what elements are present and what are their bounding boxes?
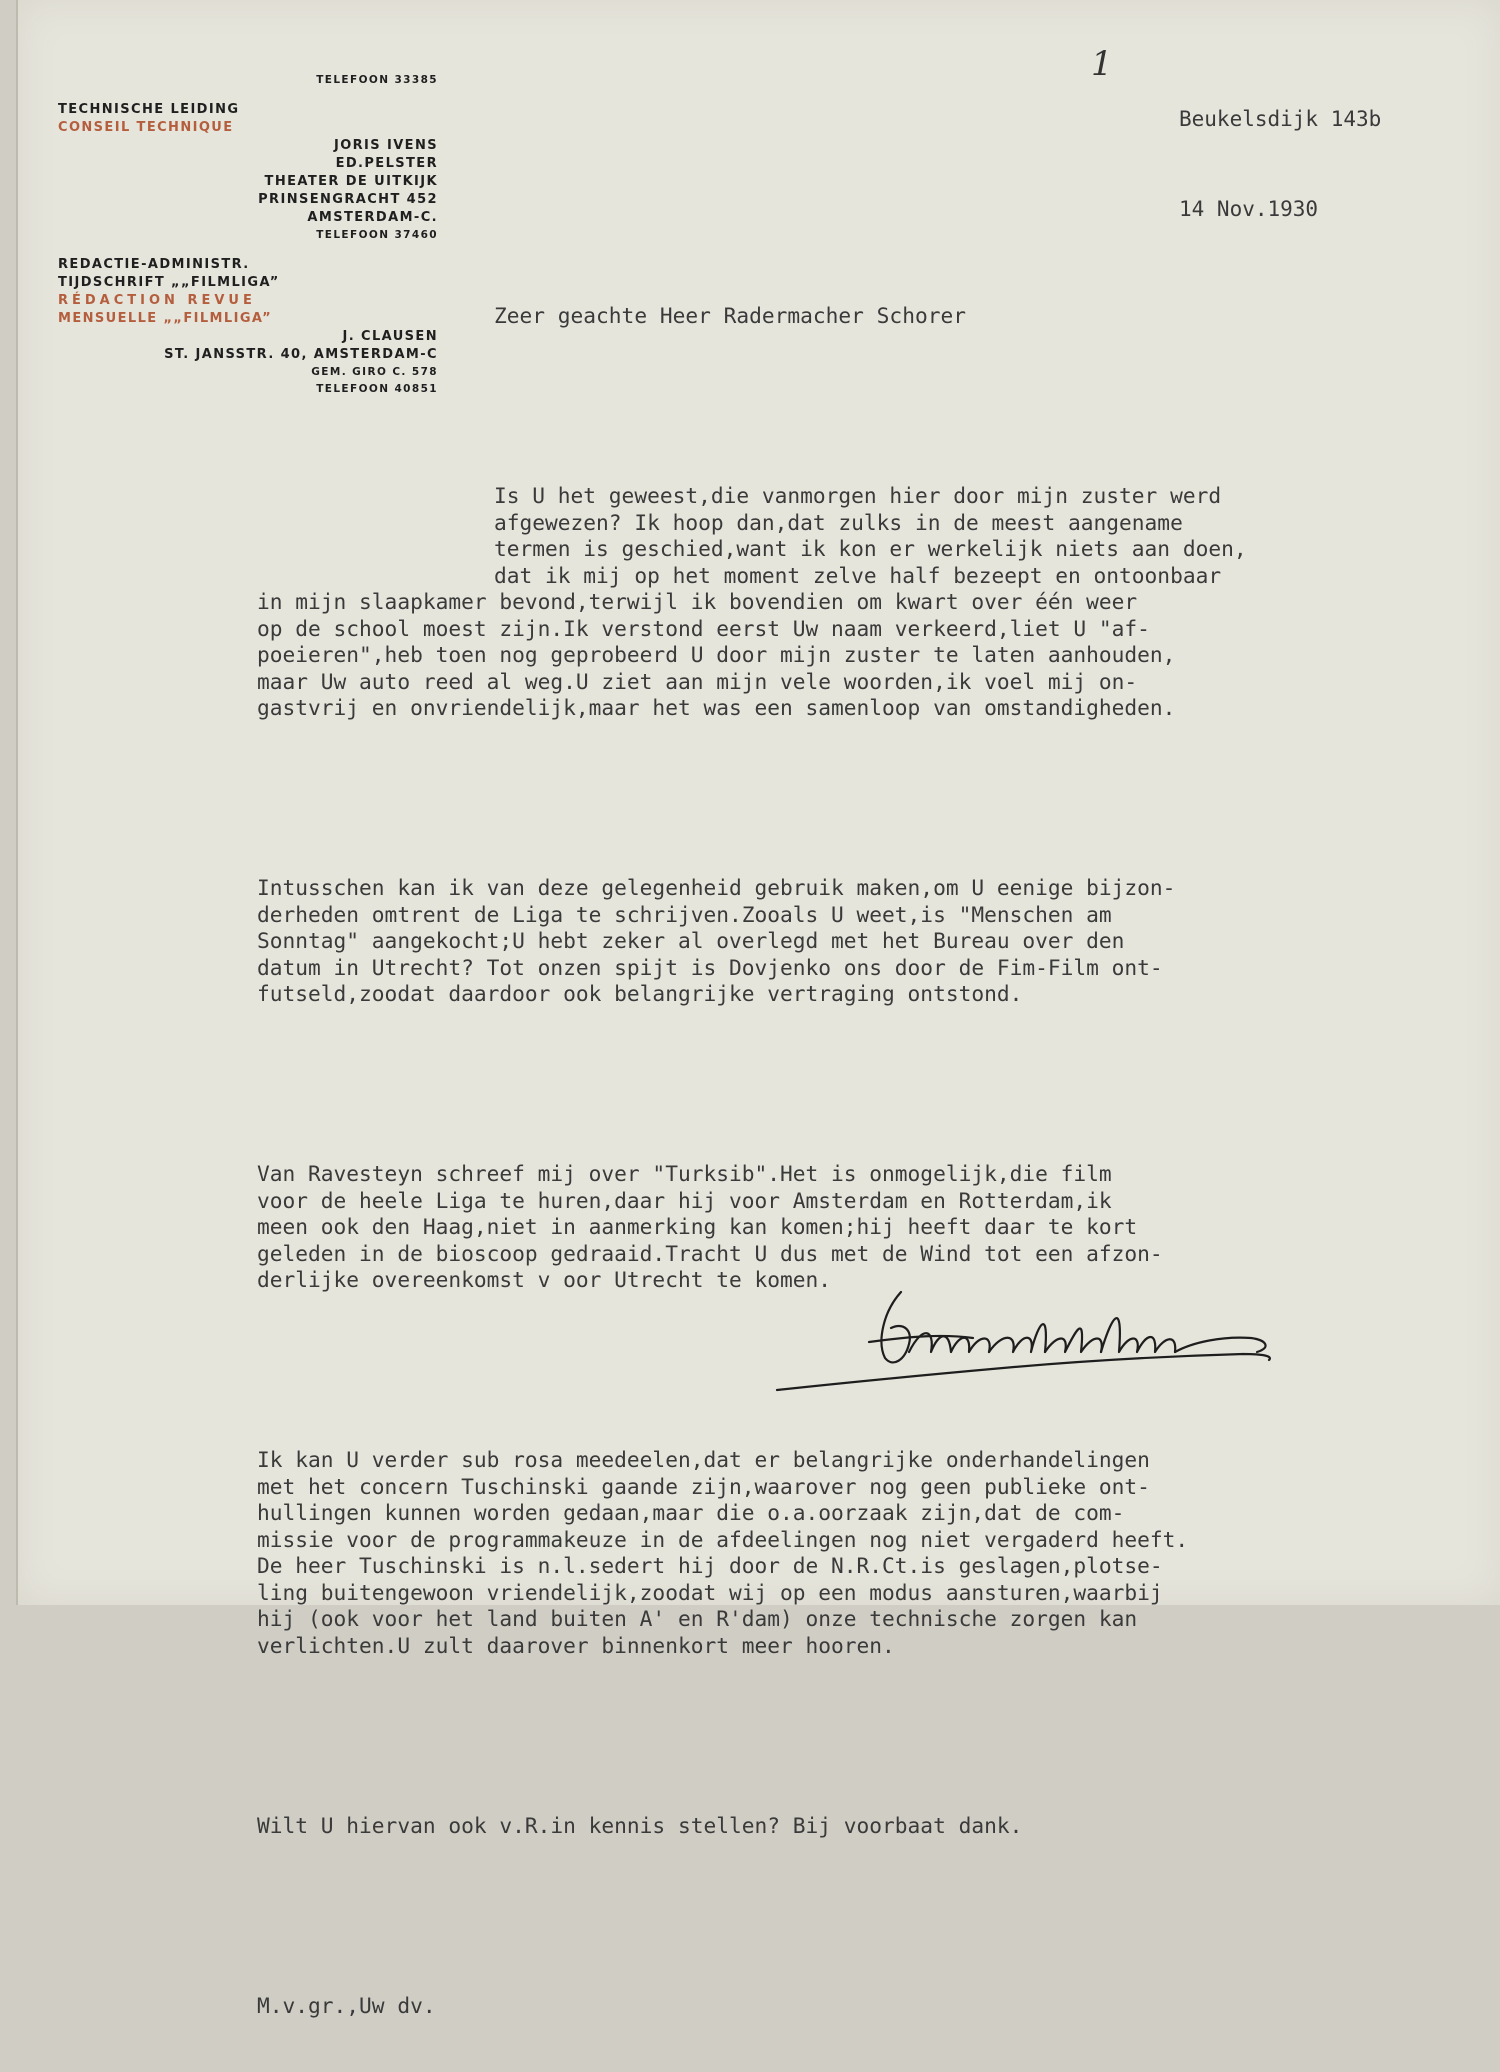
text-line: verlichten.U zult daarover binnenkort meer hooren. (257, 1632, 895, 1658)
text-line: Is U het geweest,die vanmorgen hier door mijn zuster werd (494, 483, 1222, 508)
text-line: datum in Utrecht? Tot onzen spijt is Dovjenko ons door de Fim-Film ont- (257, 954, 1163, 980)
text-line: afgewezen? Ik hoop dan,dat zulks in de meest aangename (494, 509, 1183, 535)
text-line: maar Uw auto reed al weg.U ziet aan mijn vele woorden,ik voel mij on- (257, 668, 1138, 694)
letterhead-phone: TELEFOON 40851 (316, 383, 438, 395)
letterhead-editorial-label-fr: MENSUELLE „„FILMLIGA” (58, 311, 273, 326)
text-line: futseld,zoodat daardoor ook belangrijke vertraging ontstond. (257, 981, 1023, 1006)
handwritten-signature (773, 1272, 1283, 1402)
letterhead-phone: TELEFOON 37460 (316, 229, 438, 241)
text-line: derlijke overeenkomst v oor Utrecht te komen. (257, 1267, 832, 1292)
text-line: Van Ravesteyn schreef mij over "Turksib".Het is onmogelijk,die film (257, 1161, 1112, 1186)
letterhead-address-line: THEATER DE UITKIJK (264, 174, 438, 189)
text-line: Wilt U hiervan ook v.R.in kennis stellen? Bij voorbaat dank. (257, 1812, 1023, 1838)
letterhead-technical-label-fr: CONSEIL TECHNIQUE (58, 120, 234, 135)
letter-page (16, 0, 1500, 2018)
letterhead-phone-top: TELEFOON 33385 (316, 74, 438, 86)
letterhead-address-line: ST. JANSSTR. 40, AMSTERDAM-C (164, 347, 438, 362)
paragraph (257, 875, 1247, 1008)
text-line: hullingen kunnen worden gedaan,maar die o.a.oorzaak zijn,dat de com- (257, 1500, 1125, 1525)
text-line: ling buitengewoon vriendelijk,zoodat wij op een modus aansturen,waarbij (257, 1579, 1163, 1605)
text-line: derheden omtrent de Liga te schrijven.Zooals U weet,is "Menschen am (257, 901, 1112, 927)
letterhead-editorial-label: TIJDSCHRIFT „„FILMLIGA” (58, 275, 280, 290)
letterhead-editorial-label: REDACTIE-ADMINISTR. (58, 257, 250, 272)
letter-body (257, 250, 1247, 2072)
sender-address (1179, 44, 1381, 284)
closing: M.v.gr.,Uw dv. (257, 1992, 436, 2018)
paragraph (257, 483, 1247, 722)
paragraph (257, 1447, 1247, 1659)
text-line: dat ik mij op het moment zelve half bezeept en ontoonbaar (494, 562, 1222, 588)
text-line: op de school moest zijn.Ik verstond eerst Uw naam verkeerd,liet U "af- (257, 615, 1150, 641)
text-line: Sonntag" aangekocht;U hebt zeker al overlegd met het Bureau over den (257, 928, 1125, 953)
text-line: geleden in de bioscoop gedraaid.Tracht U dus met de Wind tot een afzon- (257, 1240, 1163, 1266)
letterhead-person: ED.PELSTER (335, 156, 438, 171)
letterhead-editorial-label-fr: RÉDACTION REVUE (58, 293, 256, 308)
text-line: met het concern Tuschinski gaande zijn,waarover nog geen publieke ont- (257, 1473, 1150, 1499)
text-line: termen is geschied,want ik kon er werkelijk niets aan doen, (494, 536, 1247, 561)
text-line: voor de heele Liga te huren,daar hij voor Amsterdam en Rotterdam,ik (257, 1187, 1112, 1213)
letterhead-person: J. CLAUSEN (342, 329, 438, 344)
letterhead-address-line: AMSTERDAM-C. (307, 210, 438, 225)
text-line: gastvrij en onvriendelijk,maar het was een samenloop van omstandigheden. (257, 695, 1176, 720)
text-line: missie voor de programmakeuze in de afdeelingen nog niet vergaderd heeft. (257, 1526, 1189, 1552)
text-line: Ik kan U verder sub rosa meedeelen,dat er belangrijke onderhandelingen (257, 1447, 1150, 1472)
letterhead-giro: GEM. GIRO C. 578 (311, 366, 438, 378)
text-line: De heer Tuschinski is n.l.sedert hij door de N.R.Ct.is geslagen,plotse- (257, 1553, 1163, 1578)
text-line: in mijn slaapkamer bevond,terwijl ik bovendien om kwart over één weer (257, 589, 1138, 614)
letterhead-person: JORIS IVENS (333, 138, 438, 153)
text-line: hij (ook voor het land buiten A' en R'dam) onze technische zorgen kan (257, 1606, 1138, 1631)
letterhead-address-line: PRINSENGRACHT 452 (258, 192, 438, 207)
letterhead-technical-label: TECHNISCHE LEIDING (58, 102, 240, 117)
text-line: meen ook den Haag,niet in aanmerking kan komen;hij heeft daar te kort (257, 1214, 1138, 1239)
letter-date: 14 Nov.1930 (1179, 197, 1319, 221)
paragraph (257, 1813, 1247, 1840)
text-line: poeieren",heb toen nog geprobeerd U door mijn zuster te laten aanhouden, (257, 642, 1176, 667)
page-number: 1 (1091, 44, 1113, 84)
text-line: Intusschen kan ik van deze gelegenheid gebruik maken,om U eenige bijzon- (257, 875, 1176, 900)
salutation: Zeer geachte Heer Radermacher Schorer (494, 303, 966, 328)
address-line: Beukelsdijk 143b (1179, 107, 1382, 131)
